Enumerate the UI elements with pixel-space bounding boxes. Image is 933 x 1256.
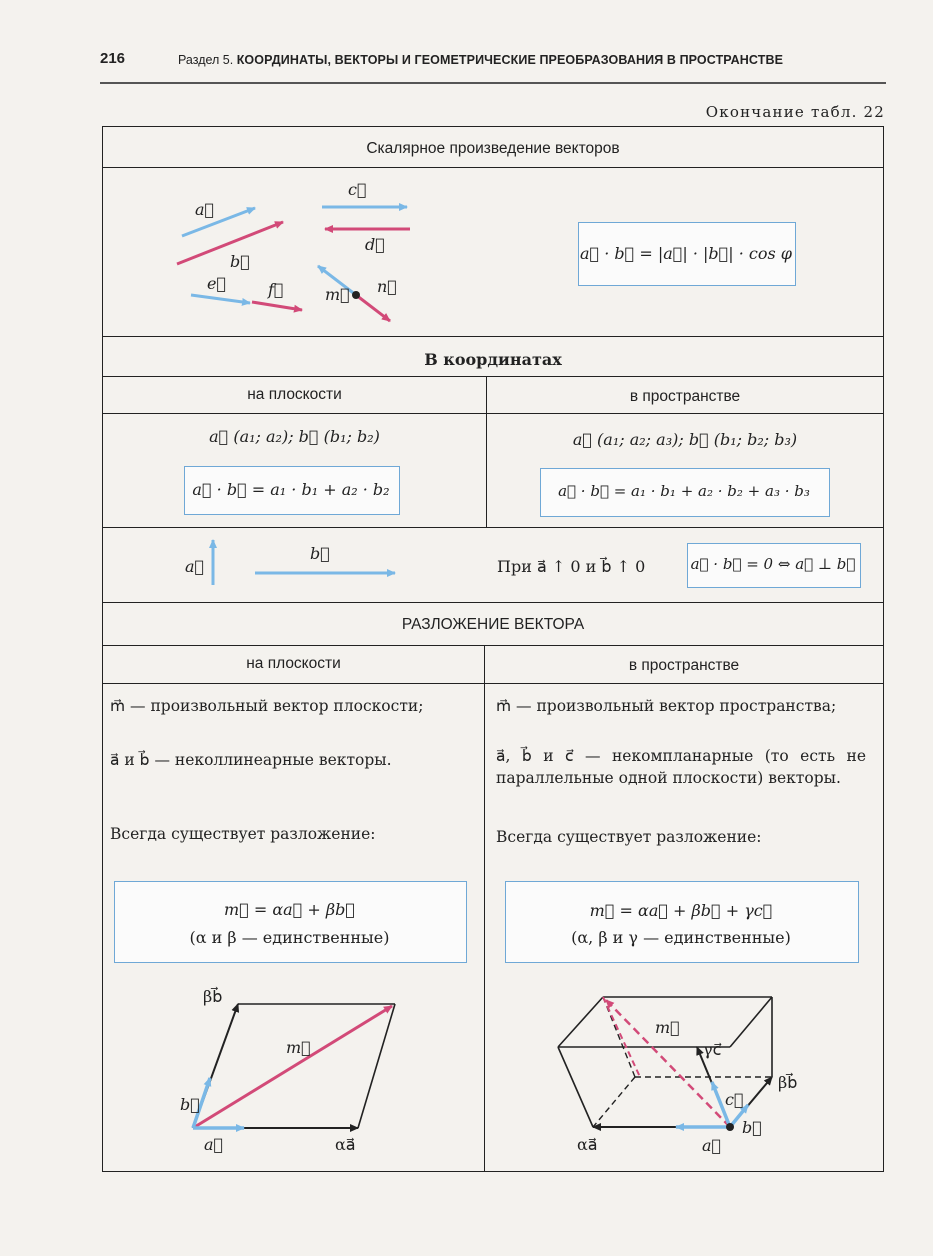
space-vectors: a⃗ (a₁; a₂; a₃); b⃗ (b₁; b₂; b₃) xyxy=(572,430,798,449)
hidden-edge xyxy=(593,1077,635,1127)
plane-fig-alpha-a: αa⃗ xyxy=(335,1135,356,1154)
label-f: f⃗ xyxy=(268,280,284,299)
space-fig-m: m⃗ xyxy=(655,1018,680,1037)
edge xyxy=(558,1047,593,1127)
space-fig-gamma-c: γc⃗ xyxy=(703,1040,722,1059)
space-fig-c: c⃗ xyxy=(725,1090,744,1109)
plane-text-1: m⃗ — произвольный вектор плоскости; xyxy=(110,697,424,715)
plane-decomp-formula: m⃗ = αa⃗ + βb⃗ xyxy=(224,900,355,919)
space-fig-b: b⃗ xyxy=(742,1118,762,1137)
perp-label-a: a⃗ xyxy=(185,557,205,576)
plane-fig-a: a⃗ xyxy=(204,1135,224,1154)
plane-formula: a⃗ · b⃗ = a₁ · b₁ + a₂ · b₂ xyxy=(192,480,390,499)
scalar-title: Скалярное произведение векторов xyxy=(366,140,620,157)
plane-fig-beta-b: βb⃗ xyxy=(203,987,223,1006)
plane-vectors: a⃗ (a₁; a₂); b⃗ (b₁; b₂) xyxy=(209,427,380,446)
section-title: КООРДИНАТЫ, ВЕКТОРЫ И ГЕОМЕТРИЧЕСКИЕ ПРЕОБРАЗОВАНИЯ В ПРОСТРАНСТВЕ xyxy=(236,53,784,67)
label-b: b⃗ xyxy=(230,252,250,271)
space-fig-beta-b: βb⃗ xyxy=(778,1073,798,1092)
perp-condition: При a⃗ ↑ 0 и b⃗ ↑ 0 xyxy=(497,557,646,576)
edge xyxy=(558,997,603,1047)
space-fig-alpha-a: αa⃗ xyxy=(577,1135,598,1154)
plane-fig-b: b⃗ xyxy=(180,1095,200,1114)
coords-title: В координатах xyxy=(424,350,562,369)
coords-plane-header: на плоскости xyxy=(247,386,342,403)
perp-formula: a⃗ · b⃗ = 0 ⇔ a⃗ ⊥ b⃗ xyxy=(690,555,856,573)
space-decomp-note: (α, β и γ — единственные) xyxy=(571,928,791,947)
space-always: Всегда существует разложение: xyxy=(496,828,762,846)
scalar-formula: a⃗ · b⃗ = |a⃗| · |b⃗| · cos φ xyxy=(580,244,792,263)
space-fig-a: a⃗ xyxy=(702,1136,722,1155)
space-origin xyxy=(726,1123,734,1131)
plane-decomp-note: (α и β — единственные) xyxy=(189,928,390,947)
label-a: a⃗ xyxy=(195,200,215,219)
space-text-1: m⃗ — произвольный вектор пространства; xyxy=(496,697,837,715)
table-continuation: Окончание табл. 22 xyxy=(705,103,885,121)
label-n: n⃗ xyxy=(377,277,397,296)
label-m: m⃗ xyxy=(325,285,350,304)
section-prefix: Раздел 5. xyxy=(178,53,234,67)
decomp-title: РАЗЛОЖЕНИЕ ВЕКТОРА xyxy=(401,616,585,633)
perp-label-b: b⃗ xyxy=(310,544,330,563)
plane-text-2: a⃗ и b⃗ — неколлинеарные векторы. xyxy=(110,751,392,769)
label-e: e⃗ xyxy=(207,274,227,293)
label-c: c⃗ xyxy=(348,180,367,199)
space-text-2: a⃗, b⃗ и c⃗ — некомпланарные (то есть не параллельные одной плоскости) векторы. xyxy=(496,747,866,787)
decomp-space-header: в пространстве xyxy=(628,657,740,674)
coords-space-header: в пространстве xyxy=(629,388,741,405)
m-dashed xyxy=(603,997,640,1077)
page-number: 216 xyxy=(100,50,126,67)
label-d: d⃗ xyxy=(365,235,385,254)
plane-fig-m: m⃗ xyxy=(286,1038,311,1057)
plane-always: Всегда существует разложение: xyxy=(110,825,376,843)
space-decomp-formula: m⃗ = αa⃗ + βb⃗ + γc⃗ xyxy=(589,901,773,920)
space-formula: a⃗ · b⃗ = a₁ · b₁ + a₂ · b₂ + a₃ · b₃ xyxy=(558,482,810,500)
decomp-plane-header: на плоскости xyxy=(246,655,341,672)
edge xyxy=(730,997,772,1047)
